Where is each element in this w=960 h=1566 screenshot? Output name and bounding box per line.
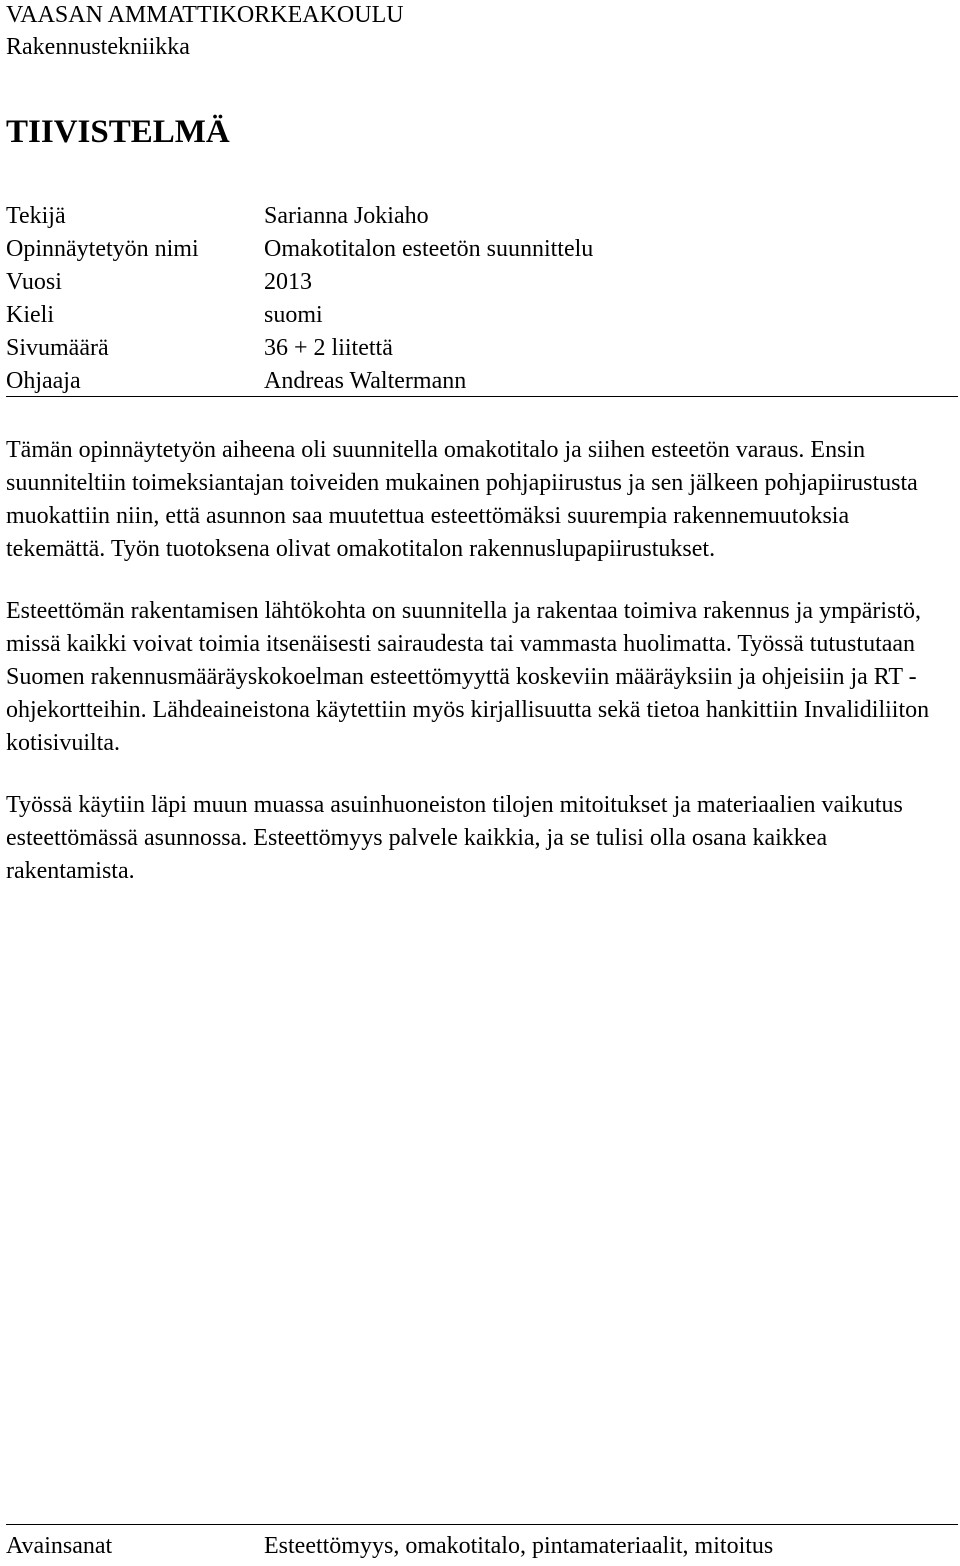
metadata-row-language: [6, 299, 958, 332]
metadata-value: 2013: [264, 269, 312, 295]
divider-top: [6, 396, 958, 397]
keywords-row: [6, 1530, 958, 1563]
metadata-row-supervisor: [6, 365, 958, 398]
metadata-label: Vuosi: [6, 269, 62, 295]
metadata-row-author: [6, 200, 958, 233]
abstract-paragraph: Tämän opinnäytetyön aiheena oli suunnitella omakotitalo ja siihen esteetön varaus. Ensin suunniteltiin toimeksiantajan toiveiden mukainen pohjapiirustus ja sen jälkeen pohjapiirustusta muokattiin niin, että asunnon saa muutettua esteettömäksi suurempia rakennemuutoksia tekemättä. Työn tuotoksena olivat omakotitalon rakennuslupapiirustukset.: [6, 437, 918, 562]
metadata-row-thesis-title: [6, 233, 958, 266]
metadata-label: Kieli: [6, 302, 54, 328]
metadata-label: Opinnäytetyön nimi: [6, 236, 199, 262]
page-title: TIIVISTELMÄ: [6, 114, 230, 150]
metadata-value: 36 + 2 liitettä: [264, 335, 393, 361]
metadata-value: suomi: [264, 302, 323, 328]
metadata-value: Sarianna Jokiaho: [264, 203, 429, 229]
metadata-table: [6, 200, 958, 398]
metadata-row-page-count: [6, 332, 958, 365]
metadata-label: Sivumäärä: [6, 335, 109, 361]
metadata-value: Omakotitalon esteetön suunnittelu: [264, 236, 594, 262]
metadata-row-year: [6, 266, 958, 299]
keywords-value: Esteettömyys, omakotitalo, pintamateriaalit, mitoitus: [264, 1533, 774, 1559]
metadata-label: Ohjaaja: [6, 368, 81, 394]
keywords-label: Avainsanat: [6, 1533, 113, 1559]
metadata-value: Andreas Waltermann: [264, 368, 467, 394]
metadata-label: Tekijä: [6, 203, 66, 229]
abstract-paragraph: Esteettömän rakentamisen lähtökohta on suunnitella ja rakentaa toimiva rakennus ja ympäristö, missä kaikki voivat toimia itsenäisesti sairaudesta tai vammasta huolimatta. Työssä tutustutaan Suomen rakennusmääräyskokoelman esteettömyyttä koskeviin määräyksiin ja ohjeisiin ja RT -ohjekortteihin. Lähdeaineistona käytettiin myös kirjallisuutta sekä tietoa hankittiin Invalidiliiton kotisivuilta.: [6, 598, 930, 756]
abstract-body: [6, 434, 946, 917]
department-name: Rakennustekniikka: [6, 34, 190, 60]
abstract-paragraph: Työssä käytiin läpi muun muassa asuinhuoneiston tilojen mitoitukset ja materiaalien vaikutus esteettömässä asunnossa. Esteettömyys palvele kaikkia, ja se tulisi olla osana kaikkea rakentamista.: [6, 792, 903, 884]
institution-name: VAASAN AMMATTIKORKEAKOULU: [6, 2, 404, 28]
divider-bottom: [6, 1524, 958, 1525]
